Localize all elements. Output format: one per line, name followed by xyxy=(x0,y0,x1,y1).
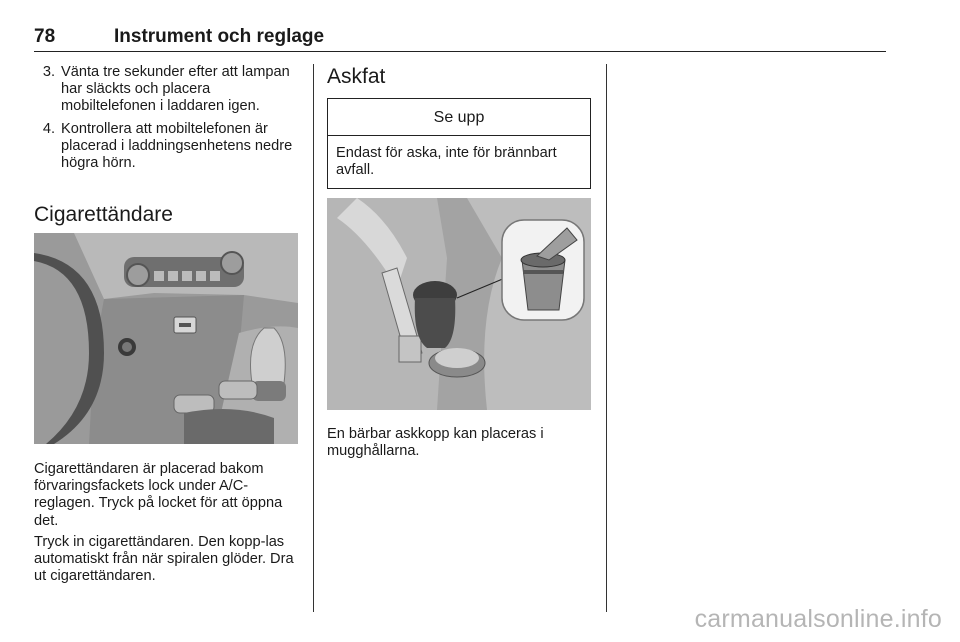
step-number: 4. xyxy=(42,120,55,137)
step-text: Kontrollera att mobiltelefonen är placerad i laddningsenhetens nedre högra hörn. xyxy=(61,120,293,172)
chapter-title: Instrument och reglage xyxy=(114,26,325,47)
column-divider xyxy=(606,64,607,612)
cigarette-lighter-heading: Cigarettändare xyxy=(34,203,173,226)
caution-box xyxy=(327,98,591,189)
middle-column xyxy=(327,64,592,189)
ashtray-illustration xyxy=(327,198,591,410)
caution-title: Se upp xyxy=(328,99,590,136)
list-item xyxy=(34,64,300,116)
caution-text: Endast för aska, inte för brännbart avfall. xyxy=(336,145,557,179)
step-text: Vänta tre sekunder efter att lampan har släckts och placera mobiltelefonen i laddaren igen. xyxy=(61,64,290,115)
cigarette-lighter-usage-text: Tryck in cigarettändaren. Den kopp-las automatiskt från när spiralen glöder. Dra ut cigarettändaren. xyxy=(34,534,294,585)
left-column xyxy=(34,64,300,177)
column-divider xyxy=(313,64,314,612)
watermark: carmanualsonline.info xyxy=(694,605,942,633)
page-number: 78 xyxy=(34,26,56,47)
cigarette-lighter-illustration xyxy=(34,233,298,444)
step-number: 3. xyxy=(42,64,55,80)
page-header xyxy=(34,22,886,52)
step-list xyxy=(34,64,300,172)
ashtray-heading: Askfat xyxy=(327,65,386,88)
cigarette-lighter-location-text: Cigarettändaren är placerad bakom förvaringsfackets lock under A/C-reglagen. Tryck på locket för att öppna det. xyxy=(34,461,283,529)
list-item xyxy=(34,121,300,173)
ashtray-text: En bärbar askkopp kan placeras i mugghållarna. xyxy=(327,426,544,460)
